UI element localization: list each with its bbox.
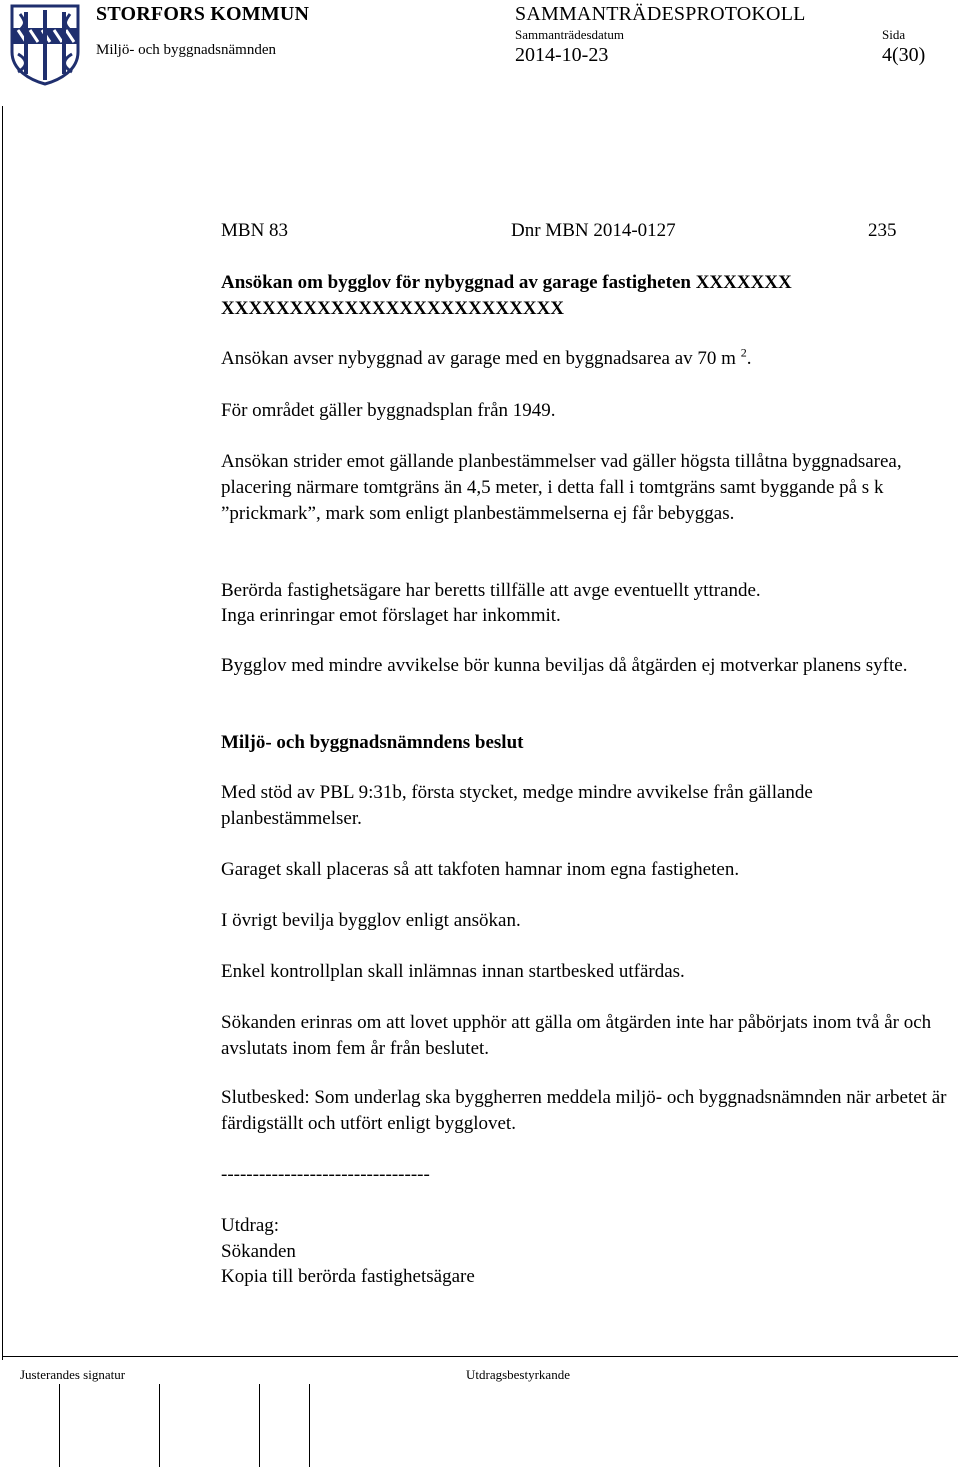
building-plan-text: För området gäller byggnadsplan från 1949. xyxy=(221,400,556,421)
decision-deviation: Med stöd av PBL 9:31b, första stycket, medge mindre avvikelse från gällande planbestämmelser. xyxy=(221,782,813,829)
signature-box-divider xyxy=(309,1384,310,1467)
decision-permit: I övrigt bevilja bygglov enligt ansökan. xyxy=(221,910,521,931)
no-objections-text: Inga erinringar emot förslaget har inkommit. xyxy=(221,605,561,626)
separator-line: --------------------------------- xyxy=(221,1164,430,1185)
signature-box-divider xyxy=(159,1384,160,1467)
paragraph-number: MBN 83 xyxy=(221,220,289,241)
item-title-line-2: XXXXXXXXXXXXXXXXXXXXXXXXX xyxy=(221,298,565,319)
reference-number: 235 xyxy=(868,220,897,241)
signature-box-divider xyxy=(59,1384,60,1467)
left-margin-rule xyxy=(2,106,3,1360)
decision-placement: Garaget skall placeras så att takfoten hamnar inom egna fastigheten. xyxy=(221,859,740,880)
decision-final-notice: Slutbesked: Som underlag ska byggherren meddela miljö- och byggnadsnämnden när arbetet är färdigställt och utfört enligt bygglovet. xyxy=(221,1087,947,1134)
committee-name: Miljö- och byggnadsnämnden xyxy=(96,42,276,58)
extract-recipient-owners: Kopia till berörda fastighetsägare xyxy=(221,1266,475,1287)
certified-label: Utdragsbestyrkande xyxy=(466,1367,570,1382)
item-title-line-1: Ansökan om bygglov för nybyggnad av garage fastigheten XXXXXXX xyxy=(221,272,792,293)
decision-control-plan: Enkel kontrollplan skall inlämnas innan startbesked utfärdas. xyxy=(221,961,685,982)
neighbors-consulted-text: Berörda fastighetsägare har beretts tillfälle att avge eventuellt yttrande. xyxy=(221,580,761,601)
document-type: SAMMANTRÄDESPROTOKOLL xyxy=(515,3,806,25)
footer-rule xyxy=(2,1356,958,1357)
diary-number: Dnr MBN 2014-0127 xyxy=(511,220,676,241)
meeting-date: 2014-10-23 xyxy=(515,44,609,66)
signature-label: Justerandes signatur xyxy=(20,1367,126,1382)
decision-validity: Sökanden erinras om att lovet upphör att gälla om åtgärden inte har påbörjats inom två år och avslutats inom fem år från beslutet. xyxy=(221,1012,932,1059)
decision-heading: Miljö- och byggnadsnämndens beslut xyxy=(221,732,524,753)
municipal-coat-of-arms-icon xyxy=(8,4,82,86)
extract-heading: Utdrag: xyxy=(221,1215,280,1236)
page-number: 4(30) xyxy=(882,44,926,66)
extract-recipient-applicant: Sökanden xyxy=(221,1241,296,1262)
assessment-paragraph: Bygglov med mindre avvikelse bör kunna beviljas då åtgärden ej motverkar planens syfte. xyxy=(221,655,908,676)
deviation-paragraph: Ansökan strider emot gällande planbestämmelser vad gäller högsta tillåtna byggnadsarea, placering närmare tomtgräns än 4,5 meter, i detta fall i tomtgräns samt byggande på s k ”prickmark”, mark som enligt planbestämmelserna ej får bebyggas. xyxy=(221,451,902,524)
application-area-text: Ansökan avser nybyggnad av garage med en byggnadsarea av 70 m $^2$. xyxy=(221,345,752,369)
page-label: Sida xyxy=(882,27,906,42)
signature-box-divider xyxy=(259,1384,260,1467)
meeting-date-label: Sammanträdesdatum xyxy=(515,27,625,42)
organization-name: STORFORS KOMMUN xyxy=(96,3,310,25)
